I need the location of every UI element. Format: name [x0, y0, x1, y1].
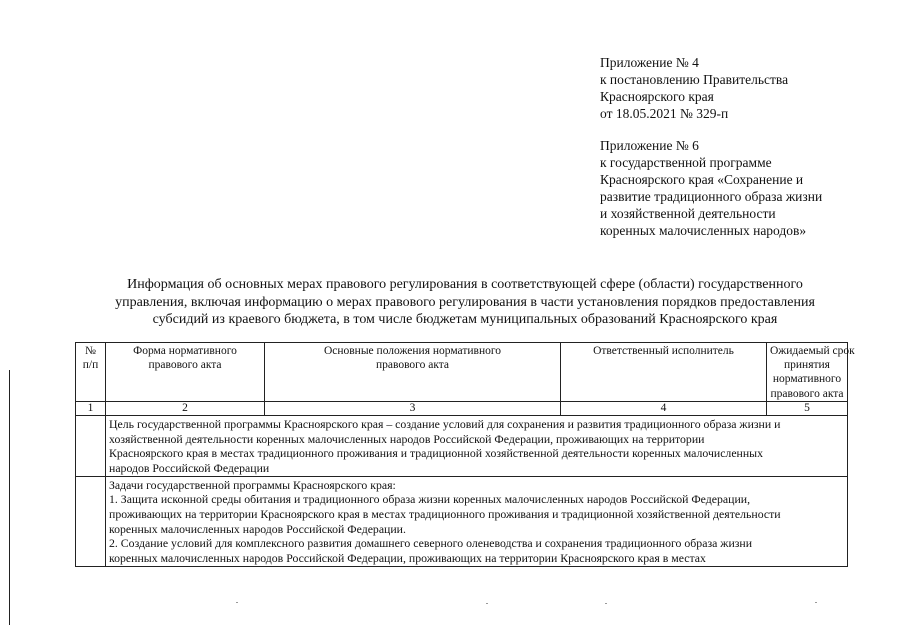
appendix-6-line: Красноярского края «Сохранение и [600, 172, 804, 187]
column-number: 1 [76, 401, 106, 415]
appendix-6-line: коренных малочисленных народов» [600, 223, 807, 238]
heading-line: Информация об основных мерах правового регулирования в соответствующей сфере (области) государственного [127, 277, 803, 292]
heading-line: субсидий из краевого бюджета, в том числе бюджетам муниципальных образований Красноярского края [152, 312, 778, 327]
empty-cell [76, 476, 106, 566]
empty-cell [76, 415, 106, 476]
scan-speck [815, 602, 817, 603]
appendix-6-line: развитие традиционного образа жизни [600, 189, 823, 204]
appendix-6-line: к государственной программе [600, 155, 772, 170]
appendix-4-block [600, 54, 788, 122]
heading-line: управления, включая информацию о мерах правового регулирования в части установления порядков предоставления [115, 294, 815, 310]
document-heading [80, 276, 850, 329]
goal-cell: Цель государственной программы Красноярского края – создание условий для сохранения и развития традиционного образа жизни и хозяйственной деятельности коренных малочисленных народов Российской Федерации, проживающих на территории Красноярского края в местах традиционного проживания и традиционной хозяйственной деятельности коренных малочисленных народов Российской Федерации [106, 415, 848, 476]
header-main-provisions: Основные положения нормативного правового акта [265, 343, 561, 402]
appendix-4-line: Красноярского края [600, 89, 714, 104]
header-responsible: Ответственный исполнитель [561, 343, 767, 402]
header-expected-date: Ожидаемый срок принятия нормативного правового акта [767, 343, 848, 402]
appendix-6-block [600, 137, 822, 239]
column-number: 5 [767, 401, 848, 415]
tasks-cell: Задачи государственной программы Красноярского края: 1. Защита исконной среды обитания и традиционного образа жизни коренных малочисленных народов Российской Федерации, проживающих на территории Красноярского края в местах традиционного проживания и традиционной хозяйственной деятельности коренных малочисленных народов Российской Федерации. 2. Создание условий для комплексного развития домашнего северного оленеводства и сохранения традиционного образа жизни коренных малочисленных народов Российской Федерации, проживающих на территории Красноярского края в местах [106, 476, 848, 566]
column-number-row [76, 401, 848, 415]
column-number: 2 [106, 401, 265, 415]
scan-speck [605, 603, 607, 604]
regulation-table [75, 342, 855, 567]
scan-speck [486, 603, 488, 604]
goal-row [76, 415, 848, 476]
column-number: 4 [561, 401, 767, 415]
scan-edge-mark [9, 370, 10, 625]
appendix-6-line: Приложение № 6 [600, 138, 699, 153]
scan-speck [236, 602, 238, 603]
table-header-row [76, 343, 848, 402]
tasks-row [76, 476, 848, 566]
header-act-form: Форма нормативного правового акта [106, 343, 265, 402]
appendix-4-line: Приложение № 4 [600, 55, 699, 70]
appendix-4-line: от 18.05.2021 № 329-п [600, 106, 729, 121]
appendix-6-line: и хозяйственной деятельности [600, 206, 776, 221]
header-number: № п/п [76, 343, 106, 402]
appendix-4-line: к постановлению Правительства [600, 72, 789, 87]
column-number: 3 [265, 401, 561, 415]
